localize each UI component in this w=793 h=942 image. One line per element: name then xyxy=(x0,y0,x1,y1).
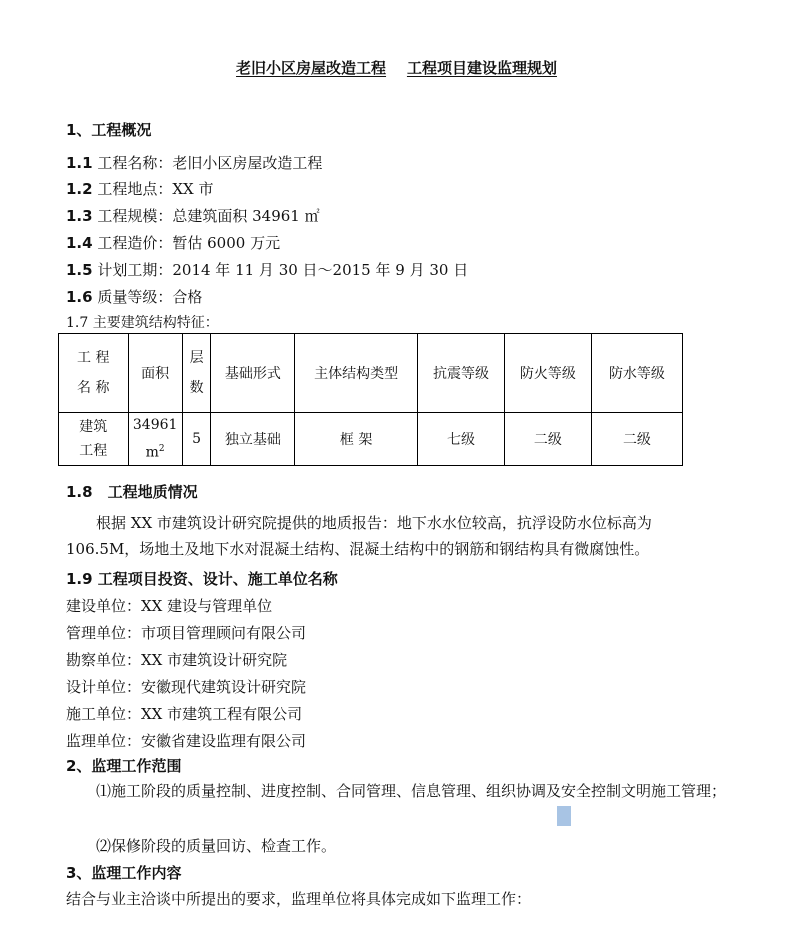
cell-seismic: 七级 xyxy=(418,413,505,466)
section-3-heading: 3、监理工作内容 xyxy=(66,864,182,882)
unit-contractor: 施工单位：XX 市建筑工程有限公司 xyxy=(66,705,303,723)
geology-paragraph: 根据 XX 市建筑设计研究院提供的地质报告：地下水水位较高，抗浮设防水位标高为 106.5M，场地土及地下水对混凝土结构、混凝土结构中的钢筋和钢结构具有微腐蚀性。 xyxy=(66,514,652,558)
header-floors: 层 数 xyxy=(182,334,211,413)
section-2-heading: 2、监理工作范围 xyxy=(66,757,182,775)
header-structure: 主体结构类型 xyxy=(295,334,418,413)
item-1-2: 1.2 工程地点：XX 市 xyxy=(66,180,214,198)
section-1-heading: 1、工程概况 xyxy=(66,121,152,139)
content-paragraph: 结合与业主洽谈中所提出的要求，监理单位将具体完成如下监理工作： xyxy=(66,890,532,908)
cell-structure: 框 架 xyxy=(295,413,418,466)
cell-waterproof: 二级 xyxy=(591,413,682,466)
section-1-8-heading: 1.8 工程地质情况 xyxy=(66,483,198,501)
section-1-9-heading: 1.9 工程项目投资、设计、施工单位名称 xyxy=(66,570,338,588)
cell-project-name: 建筑 工程 xyxy=(59,413,129,466)
title-project-name: 老旧小区房屋改造工程 xyxy=(236,59,387,77)
unit-design: 设计单位：安徽现代建筑设计研究院 xyxy=(66,678,307,696)
unit-management: 管理单位：市项目管理顾问有限公司 xyxy=(66,624,307,642)
header-fire: 防火等级 xyxy=(504,334,591,413)
document-title xyxy=(0,57,793,78)
header-seismic: 抗震等级 xyxy=(418,334,505,413)
unit-survey: 勘察单位：XX 市建筑设计研究院 xyxy=(66,651,288,669)
header-project-name: 工 程 名 称 xyxy=(59,334,129,413)
item-1-6: 1.6 质量等级：合格 xyxy=(66,288,203,306)
cell-floors: 5 xyxy=(182,413,211,466)
scope-paragraph-2: ⑵保修阶段的质量回访、检查工作。 xyxy=(96,837,337,855)
unit-supervision: 监理单位：安徽省建设监理有限公司 xyxy=(66,732,307,750)
table-row xyxy=(59,413,683,466)
header-area: 面积 xyxy=(128,334,182,413)
cell-fire: 二级 xyxy=(504,413,591,466)
unit-construction: 建设单位：XX 建设与管理单位 xyxy=(66,597,273,615)
table-header-row xyxy=(59,334,683,413)
cell-area: 34961 $m^2$ xyxy=(128,413,182,466)
cell-foundation: 独立基础 xyxy=(211,413,295,466)
header-waterproof: 防水等级 xyxy=(591,334,682,413)
item-1-7-heading: 1.7 主要建筑结构特征： xyxy=(66,315,219,331)
scope-paragraph-1: ⑴施工阶段的质量控制、进度控制、合同管理、信息管理、组织协调及安全控制文明施工管理； xyxy=(96,782,727,800)
structure-table xyxy=(58,333,683,466)
selection-highlight xyxy=(557,806,571,826)
item-1-5: 1.5 计划工期：2014 年 11 月 30 日～2015 年 9 月 30 日 xyxy=(66,261,469,279)
header-foundation: 基础形式 xyxy=(211,334,295,413)
item-1-3: 1.3 工程规模：总建筑面积 34961 ㎡ xyxy=(66,207,320,225)
title-plan-name: 工程项目建设监理规划 xyxy=(406,59,557,77)
item-1-4: 1.4 工程造价：暂估 6000 万元 xyxy=(66,234,281,252)
item-1-1: 1.1 工程名称：老旧小区房屋改造工程 xyxy=(66,154,323,172)
